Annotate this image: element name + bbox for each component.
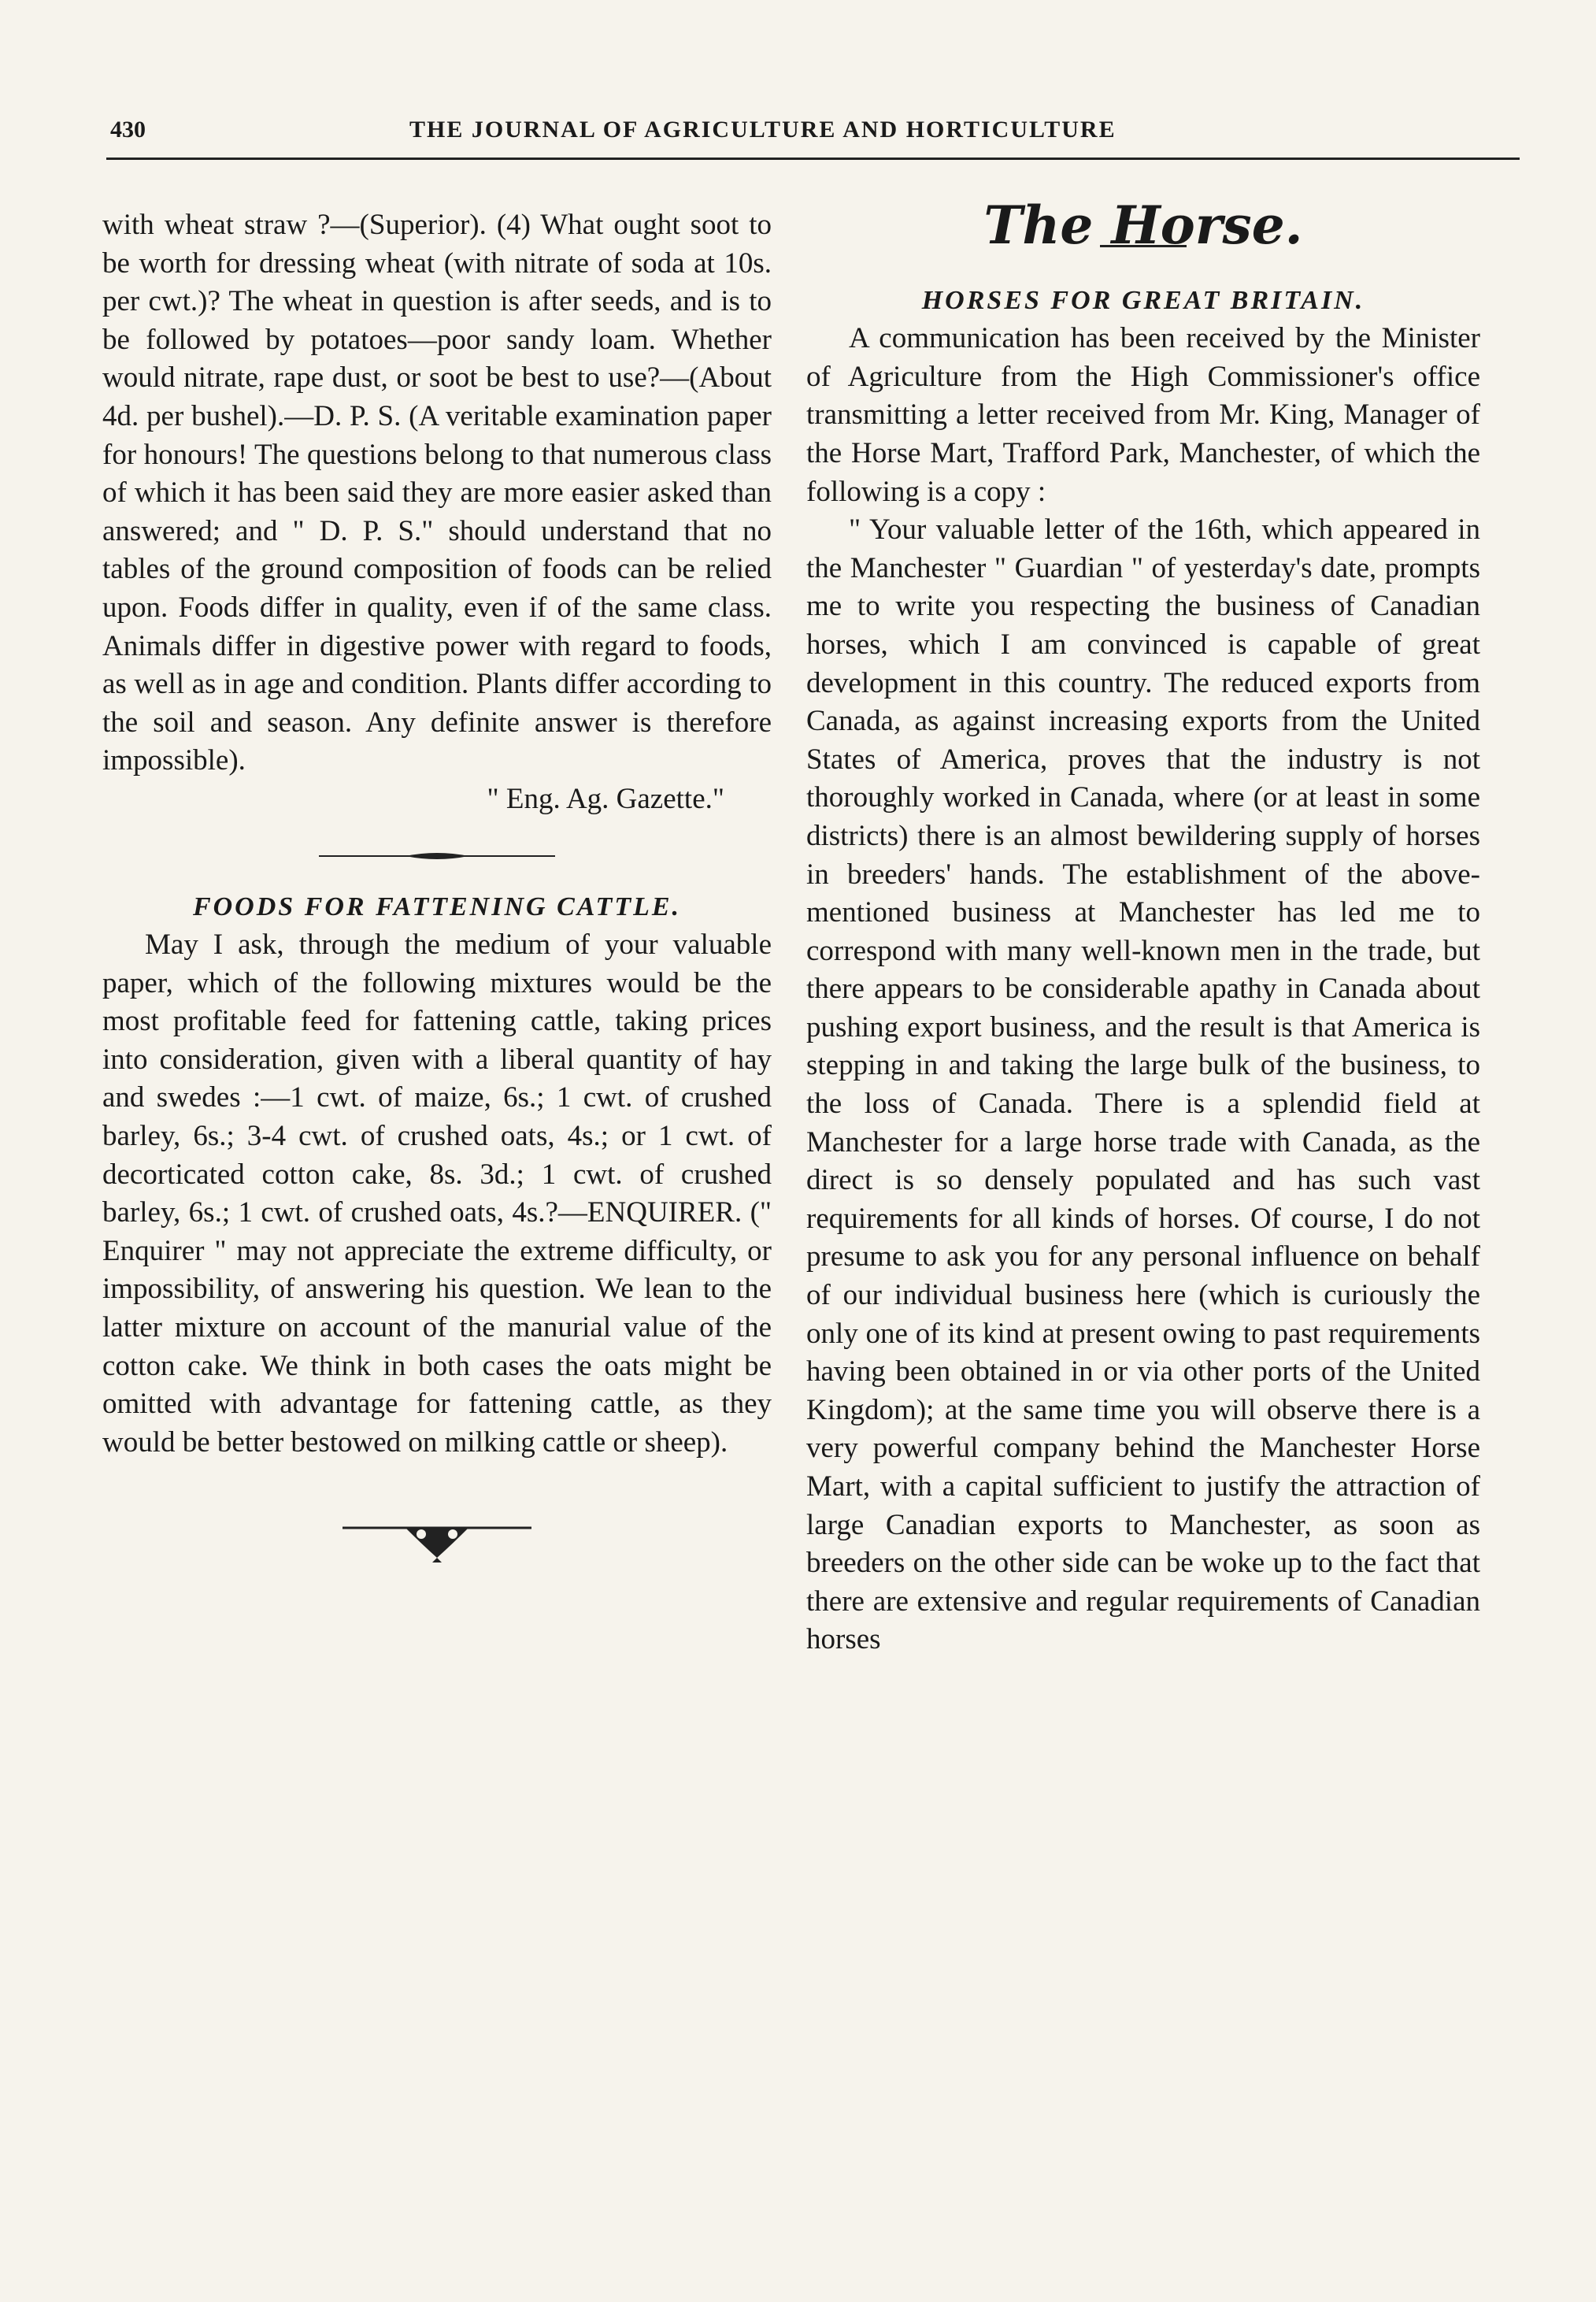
left-column [102,206,772,1564]
tailpiece-ornament-icon [343,1517,531,1564]
right-paragraph-2: " Your valuable letter of the 16th, which appeared in the Manchester " Guardian " of yesterday's date, prompts me to write you respecting the business of Canadian horses, which I am convinced is capable of great development in this country. The reduced exports from Canada, as against increasing exports from the United States of America, proves that the industry is not thoroughly worked in Canada, where (or at least in some districts) there is an almost bewildering supply of horses in breeders' hands. The establishment of the above-mentioned business at Manchester has led me to correspond with many well-known men in the trade, but there appears to be considerable apathy in Canada about pushing export business, and the result is that America is stepping in and taking the large bulk of the business, to the loss of Canada. There is a splendid field at Manchester for a large horse trade with Canada, as the direct is so densely populated and has such vast requirements for all kinds of horses. Of course, I do not presume to ask you for any personal influence on behalf of our individual business here (which is curiously the only one of its kind at present owing to past requirements having been obtained in or via other ports of the United Kingdom); at the same time you will observe there is a very powerful company behind the Manchester Horse Mart, with a capital sufficient to justify the attraction of large Canadian exports to Manchester, as soon as breeders on the other side can be woke up to the fact that there are extensive and regular requirements of Canadian horses [806,513,1480,1656]
right-column [806,195,1480,1659]
left-paragraph-1: with wheat straw ?—(Superior). (4) What ought soot to be worth for dressing wheat (with nitrate of soda at 10s. per cwt.)? The wheat in question is after seeds, and is to be followed by potatoes—poor sandy loam. Whether would nitrate, rape dust, or soot be best to use?—(About 4d. per bushel).—D. P. S. (A veritable examination paper for honours! The questions belong to that numerous class of which it has been said they are more easier asked than answered; and " D. P. S." should understand that no tables of the ground composition of foods can be relied upon. Foods differ in quality, even if of the same class. Animals differ in digestive power with regard to foods, as well as in age and condition. Plants differ according to the soil and season. Any definite answer is therefore impossible). [102,209,772,777]
left-paragraph-2: May I ask, through the medium of your valuable paper, which of the following mixtures would be the most profitable feed for fattening cattle, taking prices into consideration, given with a liberal quantity of hay and swedes :—1 cwt. of maize, 6s.; 1 cwt. of crushed barley, 6s.; 3-4 cwt. of crushed oats, 4s.; or 1 cwt. of decorticated cotton cake, 8s. 3d.; 1 cwt. of crushed barley, 6s.; 1 cwt. of crushed oats, 4s.?—ENQUIRER. (" Enquirer " may not appreciate the extreme difficulty, or impossibility, of answering his question. We lean to the latter mixture on account of the manurial value of the cotton cake. We think in both cases the oats might be omitted with advantage for fattening cattle, as they would be better bestowed on milking cattle or sheep). [102,929,772,1459]
foods-heading: FOODS FOR FATTENING CATTLE. [192,892,682,921]
page-number: 430 [110,117,146,143]
source-signoff: " Eng. Ag. Gazette." [487,782,724,815]
ornamental-rule-icon [319,851,555,862]
horses-heading: HORSES FOR GREAT BRITAIN. [921,285,1365,315]
the-horse-title: The Horse. [983,195,1303,256]
running-title: THE JOURNAL OF AGRICULTURE AND HORTICULTURE [409,117,1116,143]
right-paragraph-1: A communication has been received by the Minister of Agriculture from the High Commissioner's office transmitting a letter received from Mr. King, Manager of the Horse Mart, Trafford Park, Manchester, of which the following is a copy : [806,322,1480,508]
page-header [110,117,1520,148]
header-rule [106,158,1520,160]
